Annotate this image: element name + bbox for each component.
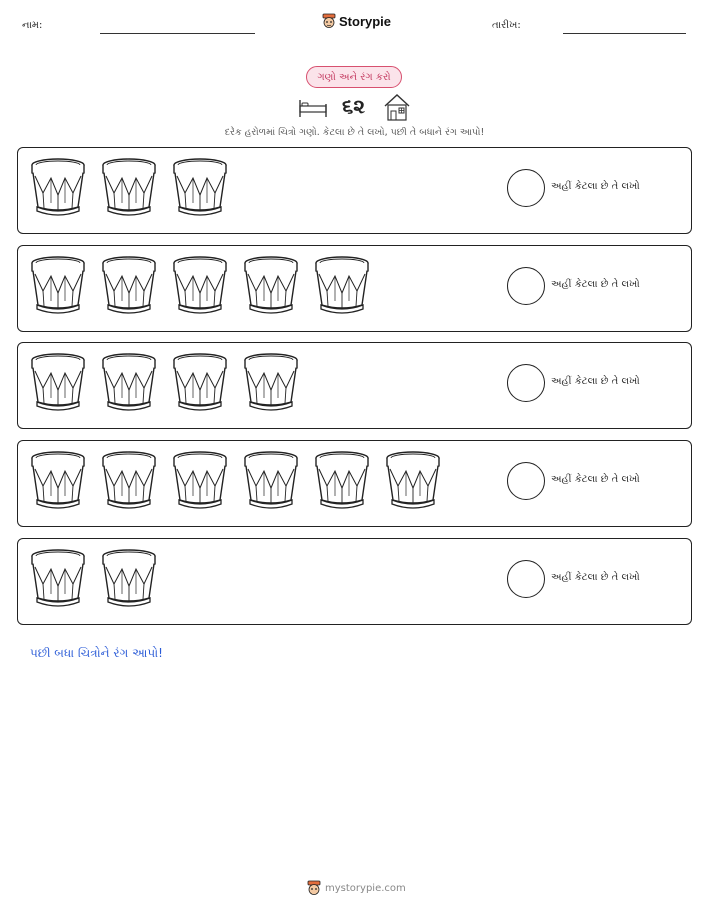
drum-group	[30, 157, 243, 219]
count-row-1	[17, 147, 692, 234]
title-row	[298, 92, 412, 122]
answer-label: અહીં કેટલા છે તે લખો	[551, 376, 640, 387]
drum-icon	[243, 352, 299, 414]
storypie-mascot-icon	[307, 880, 321, 896]
drum-icon	[243, 255, 299, 317]
name-label: નામ:	[22, 20, 43, 31]
drum-icon	[30, 450, 86, 512]
instructions: દરેક હરોળમાં ચિત્રો ગણો. કેટલા છે તે લખો, પછી તે બધાને રંગ આપો!	[224, 127, 485, 138]
storypie-mascot-icon	[322, 13, 336, 29]
drum-icon	[314, 450, 370, 512]
drum-icon	[172, 157, 228, 219]
count-row-3	[17, 342, 692, 429]
answer-label: અહીં કેટલા છે તે લખો	[551, 474, 640, 485]
drum-icon	[172, 450, 228, 512]
brand-name: Storypie	[339, 13, 392, 29]
answer-label: અહીં કેટલા છે તે લખો	[551, 572, 640, 583]
drum-icon	[101, 255, 157, 317]
drum-icon	[30, 352, 86, 414]
activity-pill: ગણો અને રંગ કરો	[306, 66, 402, 88]
date-label: તારીખ:	[492, 20, 521, 31]
footer-note: પછી બધા ચિત્રોને રંગ આપો!	[30, 646, 163, 660]
answer-circle[interactable]	[507, 560, 545, 598]
drum-group	[30, 352, 314, 414]
site-url: mystorypie.com	[325, 882, 406, 894]
drum-icon	[101, 450, 157, 512]
drum-icon	[30, 255, 86, 317]
count-row-2	[17, 245, 692, 332]
worksheet-number: ૬૨	[342, 94, 365, 118]
drum-icon	[30, 157, 86, 219]
bed-icon	[298, 96, 328, 118]
drum-icon	[101, 548, 157, 610]
drum-icon	[385, 450, 441, 512]
drum-icon	[243, 450, 299, 512]
answer-circle[interactable]	[507, 462, 545, 500]
date-line[interactable]	[563, 33, 686, 34]
answer-label: અહીં કેટલા છે તે લખો	[551, 181, 640, 192]
count-row-4	[17, 440, 692, 527]
answer-circle[interactable]	[507, 364, 545, 402]
count-row-5	[17, 538, 692, 625]
drum-icon	[101, 352, 157, 414]
drum-group	[30, 548, 172, 610]
drum-group	[30, 450, 456, 512]
drum-icon	[172, 255, 228, 317]
house-icon	[382, 92, 412, 122]
brand-logo	[322, 13, 391, 29]
drum-icon	[172, 352, 228, 414]
drum-group	[30, 255, 385, 317]
answer-label: અહીં કેટલા છે તે લખો	[551, 279, 640, 290]
name-line[interactable]	[100, 33, 255, 34]
answer-circle[interactable]	[507, 169, 545, 207]
answer-circle[interactable]	[507, 267, 545, 305]
drum-icon	[101, 157, 157, 219]
drum-icon	[30, 548, 86, 610]
drum-icon	[314, 255, 370, 317]
site-footer	[307, 880, 406, 896]
